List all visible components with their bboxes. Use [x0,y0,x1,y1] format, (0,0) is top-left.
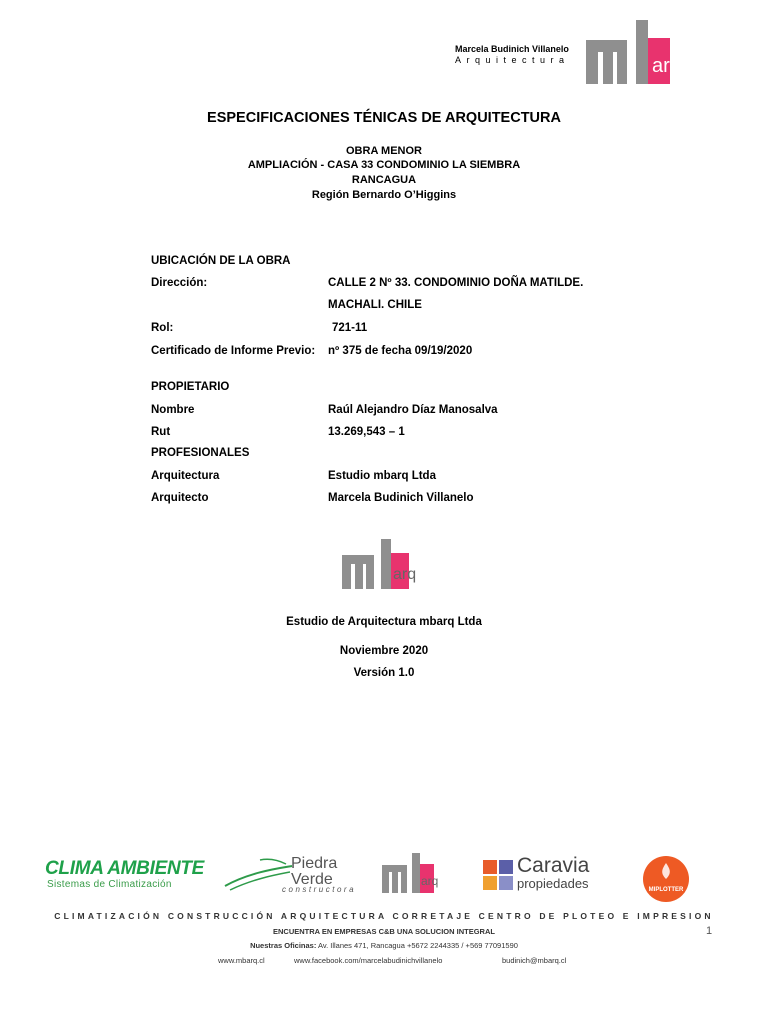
footer-offices [0,941,768,950]
subtitle-region: Región Bernardo O’Higgins [311,189,457,201]
caravia-squares-icon [483,860,513,890]
rol-value: 721-11 [332,322,368,334]
caravia-logo: Caravia [517,854,590,877]
header-author-name: Marcela Budinich Villanelo [455,44,569,54]
section-profesionales-heading: PROFESIONALES [151,447,250,459]
rut-label: Rut [151,426,171,438]
piedra-verde-subtitle: constructora [282,885,357,894]
nombre-label: Nombre [151,404,195,416]
footer-offices-label: Nuestras Oficinas: [250,941,317,950]
document-title: ESPECIFICACIONES TÉNICAS DE ARQUITECTURA [207,110,561,126]
certificado-label: Certificado de Informe Previo: [151,345,316,357]
piedra-word: Piedra [291,855,338,872]
arquitectura-value: Estudio mbarq Ltda [328,470,436,482]
arquitectura-label: Arquitectura [151,470,220,482]
section-propietario-heading: PROPIETARIO [151,381,230,393]
footer-email-link[interactable]: budinich@mbarq.cl [502,956,567,965]
logo-footer-arq-text: arq [421,874,439,888]
section-ubicacion-heading: UBICACIÓN DE LA OBRA [151,255,291,267]
footer-offices-value: Av. Illanes 471, Rancagua +5672 2244335 / +569 77091590 [318,941,518,950]
clima-ambiente-logo: CLIMA AMBIENTE [45,858,205,879]
certificado-value: nº 375 de fecha 09/19/2020 [328,345,473,357]
subtitle-obra: OBRA MENOR [346,145,422,157]
document-version: Versión 1.0 [353,667,415,679]
mbarq-logo-footer [380,851,446,895]
miplotter-text: MIPLOTTER [648,887,684,893]
verde-word: Verde [291,871,333,888]
logo-arq-text: arq [652,55,681,77]
subtitle-ampliacion: AMPLIACIÓN - CASA 33 CONDOMINIO LA SIEMBRA [247,159,521,171]
miplotter-logo [638,855,694,903]
arquitecto-value: Marcela Budinich Villanelo [328,492,474,504]
footer-tagline: ENCUENTRA EN EMPRESAS C&B UNA SOLUCION INTEGRAL [273,927,495,936]
footer-facebook-link[interactable]: www.facebook.com/marcelabudinichvillanelo [294,956,443,965]
footer-web-link[interactable]: www.mbarq.cl [218,956,265,965]
studio-name: Estudio de Arquitectura mbarq Ltda [286,616,482,628]
direccion-value-1: CALLE 2 Nº 33. CONDOMINIO DOÑA MATILDE. [328,277,584,289]
header-subtitle: Arquitectura [455,55,570,65]
mbarq-logo-center [340,537,424,591]
subtitle-city: RANCAGUA [351,174,417,186]
clima-ambiente-subtitle: Sistemas de Climatización [47,879,172,890]
direccion-label: Dirección: [151,277,208,289]
footer-services: CLIMATIZACIÓN CONSTRUCCIÓN ARQUITECTURA CORRETAJE CENTRO DE PLOTEO E IMPRESION [54,911,714,921]
arquitecto-label: Arquitecto [151,492,209,504]
direccion-value-2: MACHALI. CHILE [328,299,422,311]
logo-center-arq-text: arq [393,566,417,583]
caravia-subtitle: propiedades [517,876,589,891]
nombre-value: Raúl Alejandro Díaz Manosalva [328,404,498,416]
document-date: Noviembre 2020 [339,645,429,657]
mbarq-logo [584,18,690,86]
page-number: 1 [706,925,713,937]
rut-value: 13.269,543 – 1 [328,426,405,438]
rol-label: Rol: [151,322,174,334]
piedra-verde-logo [291,856,337,888]
